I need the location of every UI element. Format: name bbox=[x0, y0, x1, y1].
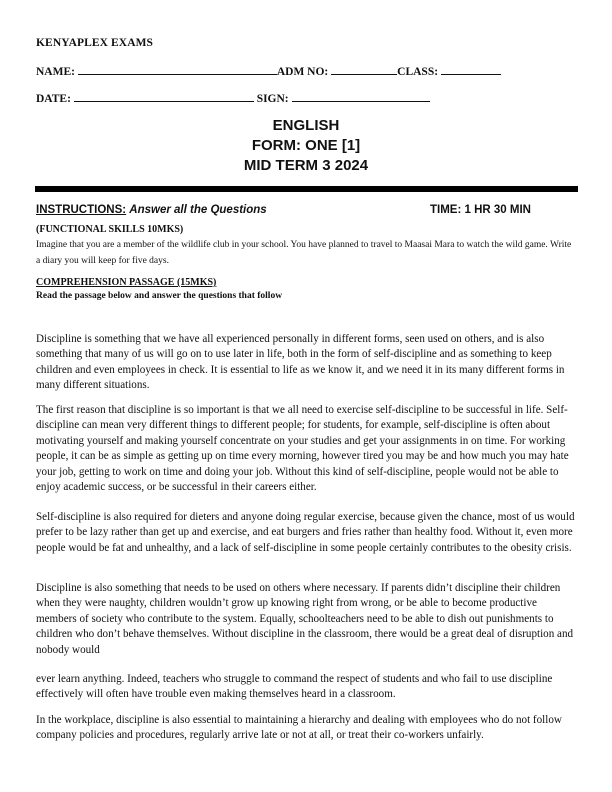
instructions-text: Answer all the Questions bbox=[129, 204, 267, 216]
name-adm-class-row bbox=[36, 65, 501, 78]
exam-time: TIME: 1 HR 30 MIN bbox=[430, 204, 531, 216]
passage-paragraph: In the workplace, discipline is also essential to maintaining a hierarchy and dealing with employees who do not follow company policies and procedures, regularly arrive late or not at all, or treat their co-workers unfairly. bbox=[36, 714, 562, 742]
passage-paragraph: Discipline is something that we have all experienced personally in different forms, seen used on others, and is also something that many of us will go on to use later in life, both in the form of self-discipline and as something to keep children and even employees in check. It is essential to life as we know it, and we need it in its many different forms in many different situations. bbox=[36, 333, 565, 392]
term-title: MID TERM 3 2024 bbox=[243, 157, 369, 174]
comprehension-heading: COMPREHENSION PASSAGE (15MKS) bbox=[36, 277, 217, 288]
instructions-row bbox=[36, 204, 578, 216]
date-label: DATE: bbox=[36, 93, 71, 105]
name-label: NAME: bbox=[36, 66, 75, 78]
brand-heading: KENYAPLEX EXAMS bbox=[36, 37, 154, 49]
comprehension-instruction: Read the passage below and answer the questions that follow bbox=[36, 291, 283, 301]
adm-blank[interactable] bbox=[331, 65, 397, 75]
passage-paragraph: Self-discipline is also required for dieters and anyone doing regular exercise, because given the chance, most of us would prefer to be lazy rather than get up and exercise, and eat burgers and fries rather than healthy food. Without it, even more people would be fat and unhealthy, and a lack of self-discipline in some people certainly contributes to the obesity crisis. bbox=[36, 511, 575, 554]
date-blank[interactable] bbox=[74, 92, 254, 102]
class-label: CLASS: bbox=[397, 66, 439, 78]
instructions-label: INSTRUCTIONS: bbox=[36, 204, 127, 216]
date-sign-row bbox=[36, 92, 430, 105]
class-blank[interactable] bbox=[441, 65, 501, 75]
passage-paragraph: ever learn anything. Indeed, teachers who struggle to command the respect of students and who fail to use discipline effectively will often have trouble even making themselves heard in a classroom. bbox=[36, 673, 553, 701]
thick-divider bbox=[35, 186, 578, 192]
form-title: FORM: ONE [1] bbox=[251, 137, 361, 154]
subject-title: ENGLISH bbox=[272, 117, 340, 134]
functional-skills-prompt: Imagine that you are a member of the wildlife club in your school. You have planned to travel to Maasai Mara to watch the wild game. Write a diary you will keep for five days. bbox=[36, 240, 572, 266]
passage-paragraph: Discipline is also something that needs to be used on others where necessary. If parents didn’t discipline their children when they were naughty, children wouldn’t grow up knowing right from wrong, or be able to become productive members of society who contribute to the system. Equally, schoolteachers need to be able to dish out punishments to children who don’t behave themselves. Without discipline in the classroom, there would be a great deal of disruption and nobody would bbox=[36, 582, 574, 656]
passage-paragraph: The first reason that discipline is so important is that we all need to exercise self-discipline to be successful in life. Self-discipline can mean very different things to different people; for students, for example, self-discipline is often about motivating yourself and making yourself concentrate on your studies and get your assignments in on time. For working people, it can be as simple as getting up on time every morning, however tired you may be and how much you may hate your job, getting to work on time and doing your job. Without this kind of self-discipline, people would not be able to enjoy academic success, or be successful in their careers either. bbox=[36, 404, 569, 494]
adm-label: ADM NO: bbox=[276, 66, 329, 78]
name-blank[interactable] bbox=[78, 65, 277, 75]
sign-label: SIGN: bbox=[256, 93, 289, 105]
functional-skills-heading: (FUNCTIONAL SKILLS 10MKS) bbox=[36, 224, 184, 235]
exam-title bbox=[0, 116, 612, 176]
sign-blank[interactable] bbox=[292, 92, 430, 102]
